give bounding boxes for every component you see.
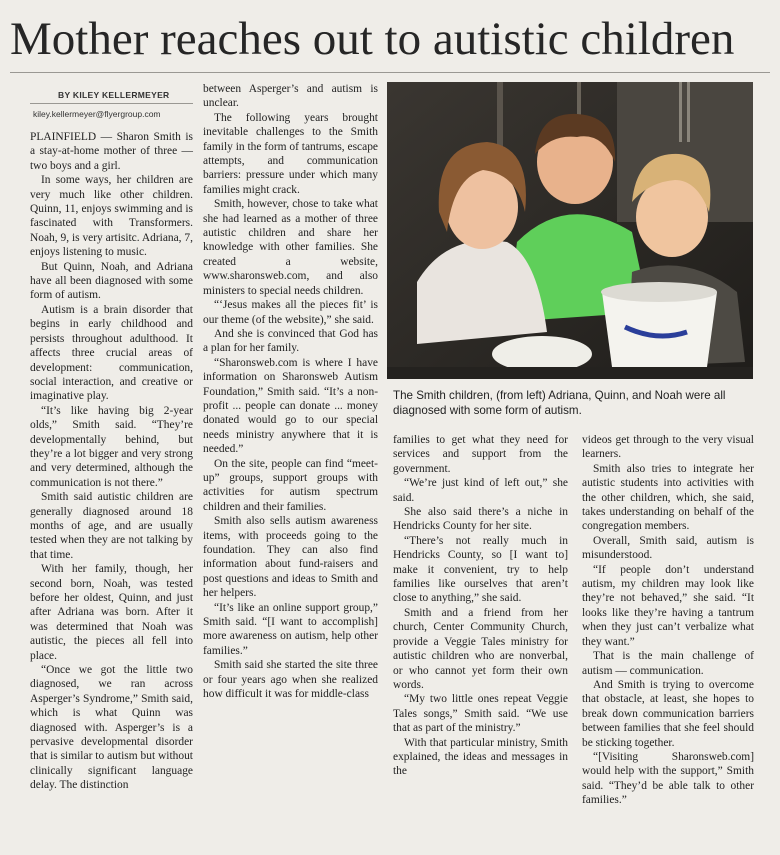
- paragraph: On the site, people can find “meet-up” groups, support groups with activities for autism spectrum children and their families.: [203, 457, 378, 513]
- paragraph: “[Visiting Sharonsweb.com] would help with the support,” Smith said. “They’d be able talk to other families.”: [582, 750, 754, 807]
- paragraph: Autism is a brain disorder that begins in early childhood and persists throughout adulthood. It affects three crucial areas of development: communication, social interaction, and creative or imaginative play.: [30, 303, 193, 403]
- paragraph: “Sharonsweb.com is where I have information on Sharonsweb Autism Foundation,” Smith said. “It’s a non-profit ... people can donate ... money donated would go to our special needs ministry anywhere that it is needed.”: [203, 356, 378, 456]
- paragraph: “Once we got the little two diagnosed, we ran across Asperger’s Syndrome,” Smith said, which is what Quinn was diagnosed with. Asperger’s is a pervasive developmental disorder that is similar to autism but without clinically significant language delay. The distinction: [30, 664, 193, 792]
- byline-rule: [30, 103, 193, 104]
- paragraph: families to get what they need for services and support from the government.: [393, 434, 568, 475]
- photo-smith-children: [387, 82, 753, 379]
- paragraph: In some ways, her children are very much like other children. Quinn, 11, enjoys swimming and is fascinated with Transformers. Noah, 9, is very artisitc. Adriana, 7, enjoys listening to music.: [30, 174, 193, 259]
- byline: BY KILEY KELLERMEYER: [58, 90, 170, 100]
- paragraph: Overall, Smith said, autism is misunderstood.: [582, 534, 754, 562]
- paragraph: “My two little ones repeat Veggie Tales songs,” Smith said. “We use that as part of the ministry.”: [393, 693, 568, 735]
- paragraph: But Quinn, Noah, and Adriana have all been diagnosed with some form of autism.: [30, 260, 193, 302]
- article-column-4: [582, 433, 754, 808]
- paragraph: “If people don’t understand autism, my children may look like they’re not behaved,” she said. “It looks like they’re having a tantrum when they just can’t verbalize what they want.”: [582, 563, 754, 648]
- paragraph: PLAINFIELD — Sharon Smith is a stay-at-home mother of three — two boys and a girl.: [30, 131, 193, 172]
- headline: Mother reaches out to autistic children: [10, 13, 735, 65]
- photo-illustration: [387, 82, 753, 379]
- paragraph: With her family, though, her second born, Noah, was tested before her oldest, Quinn, and just after Adriana was born. After it was determined that Noah was autistic, the pieces all fell into place.: [30, 563, 193, 662]
- paragraph: “‘Jesus makes all the pieces fit’ is our theme (of the website),” she said.: [203, 299, 378, 326]
- paragraph: Smith also sells autism awareness items, with proceeds going to the foundation. They can also find information about fund-raisers and post questions and ideas to Smith and her helpers.: [203, 515, 378, 600]
- paragraph: videos get through to the very visual learners.: [582, 434, 754, 461]
- article-column-1: [30, 130, 193, 793]
- article-column-3: [393, 433, 568, 779]
- headline-rule: [10, 72, 770, 73]
- paragraph: Smith said autistic children are generally diagnosed around 18 months of age, and are usually tested when they are not talking by that time.: [30, 491, 193, 561]
- paragraph: And Smith is trying to overcome that obstacle, at least, she hopes to break down communication barriers between families that she feel should be sticking together.: [582, 678, 754, 749]
- paragraph: between Asperger’s and autism is unclear.: [203, 83, 378, 110]
- paragraph: “It’s like an online support group,” Smith said. “[I want to accomplish] more awareness on autism, help other families.”: [203, 601, 378, 657]
- paragraph: That is the main challenge of autism — communication.: [582, 650, 754, 677]
- paragraph: With that particular ministry, Smith explained, the ideas and messages in the: [393, 736, 568, 778]
- paragraph: Smith, however, chose to take what she had learned as a mother of three autistic children and share her knowledge with other families. She created a website, www.sharonsweb.com, and also ministers to special needs children.: [203, 198, 378, 297]
- paragraph: Smith said she started the site three or four years ago when she realized how difficult it was for middle-class: [203, 659, 378, 701]
- paragraph: “We’re just kind of left out,” she said.: [393, 477, 568, 504]
- paragraph: “There’s not really much in Hendricks County, so [I want to] make it convenient, try to help families like ourselves that aren’t close to anything,” she said.: [393, 534, 568, 605]
- paragraph: The following years brought inevitable challenges to the Smith family in the form of tantrums, escape attempts, and communication barriers: pressure under which many families might crack.: [203, 111, 379, 196]
- author-email: kiley.kellermeyer@flyergroup.com: [33, 109, 161, 119]
- paragraph: And she is convinced that God has a plan for her family.: [203, 327, 378, 355]
- paragraph: Smith also tries to integrate her autistic students into activities with the other children, which, she said, takes understanding on behalf of the congregation members.: [582, 462, 754, 533]
- paragraph: She also said there’s a niche in Hendricks County for her site.: [393, 506, 568, 533]
- article-column-2: [203, 82, 378, 701]
- paragraph: “It’s like having big 2-year olds,” Smith said. “They’re developmentally behind, but they’re a lot bigger and very strong and very determined, although the communication is not there.”: [30, 404, 193, 489]
- photo-caption: The Smith children, (from left) Adriana, Quinn, and Noah were all diagnosed with some form of autism.: [393, 389, 726, 417]
- paragraph: Smith and a friend from her church, Center Community Church, provide a Veggie Tales ministry for autistic children who are nonverbal, or who cannot yet form their own words.: [393, 606, 568, 691]
